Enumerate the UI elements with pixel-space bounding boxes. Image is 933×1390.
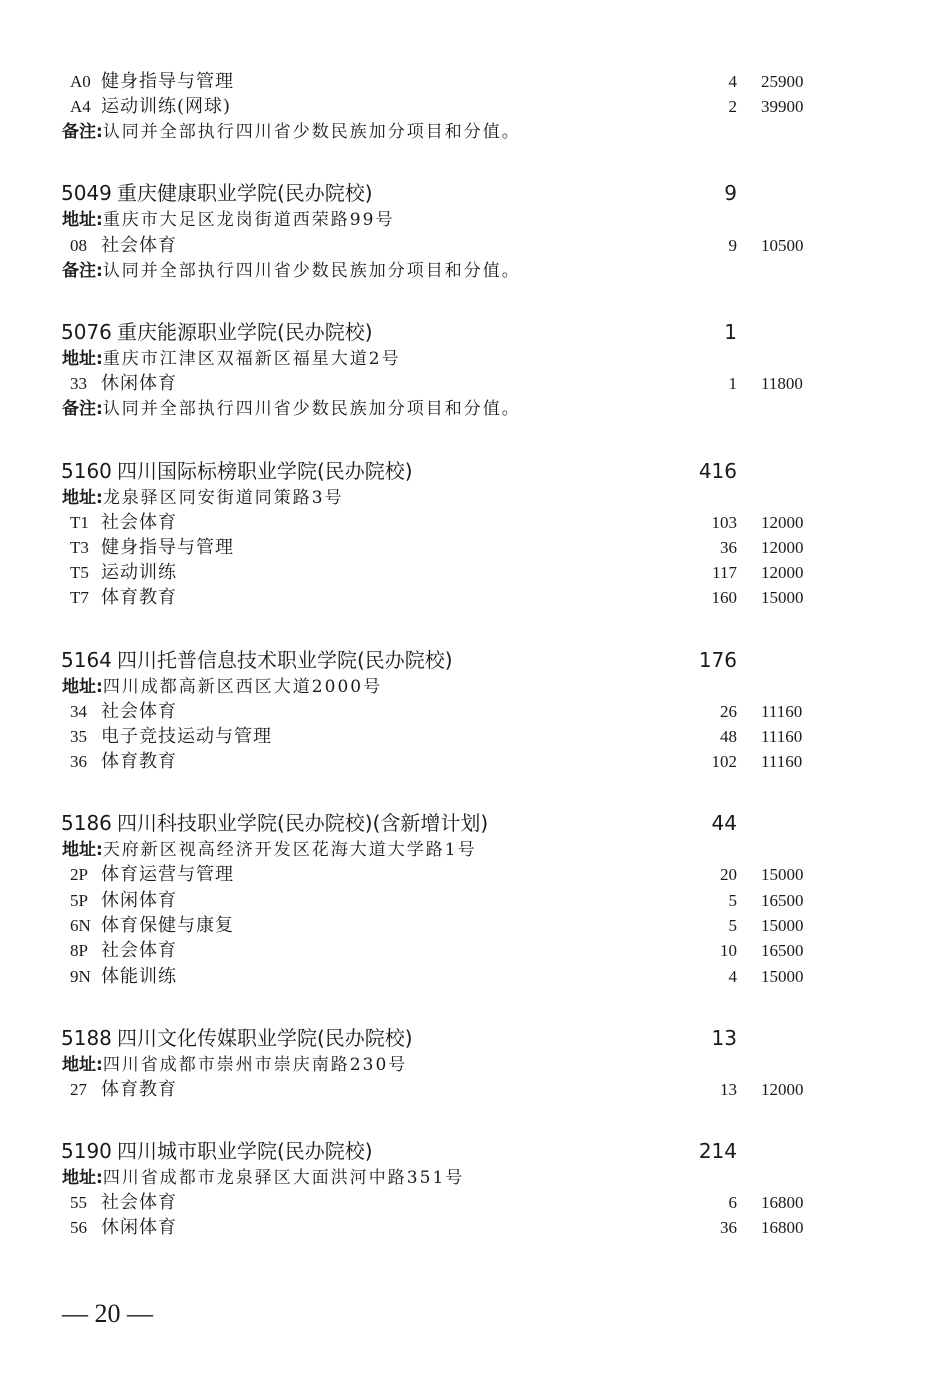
address-label: 地址: bbox=[62, 488, 103, 508]
school-total: 44 bbox=[711, 811, 737, 835]
major-fee: 12000 bbox=[761, 513, 804, 532]
major-name: 社会体育 bbox=[101, 512, 177, 533]
major-row bbox=[0, 888, 933, 914]
school-name: 重庆健康职业学院(民办院校) bbox=[117, 181, 373, 205]
note-label: 备注: bbox=[62, 261, 103, 281]
major-fee: 16500 bbox=[761, 891, 804, 910]
major-count: 10 bbox=[720, 941, 737, 960]
major-fee: 12000 bbox=[761, 538, 804, 557]
major-row bbox=[0, 560, 933, 586]
note-row bbox=[0, 258, 933, 284]
school-code: 5164 bbox=[61, 648, 112, 672]
note-label: 备注: bbox=[62, 399, 103, 419]
major-fee: 15000 bbox=[761, 916, 804, 935]
major-fee: 15000 bbox=[761, 865, 804, 884]
major-count: 1 bbox=[728, 374, 737, 393]
school-address bbox=[62, 1052, 407, 1078]
major-code: A0 bbox=[70, 72, 91, 91]
major-count: 26 bbox=[720, 702, 737, 721]
school-address bbox=[62, 674, 382, 700]
major-fee: 39900 bbox=[761, 97, 804, 116]
major-row bbox=[0, 699, 933, 725]
major-name: 体育教育 bbox=[101, 1079, 177, 1100]
school-name: 四川城市职业学院(民办院校) bbox=[117, 1139, 373, 1163]
major-fee: 11160 bbox=[761, 702, 803, 721]
major-name: 体育运营与管理 bbox=[101, 864, 234, 885]
major-count: 20 bbox=[720, 865, 737, 884]
major-row bbox=[0, 913, 933, 939]
address-label: 地址: bbox=[62, 1168, 103, 1188]
major-code: 6N bbox=[70, 916, 91, 935]
major-fee: 11160 bbox=[761, 727, 803, 746]
school-total: 214 bbox=[698, 1139, 737, 1163]
page-number: — 20 — bbox=[62, 1299, 153, 1328]
note-text: 认同并全部执行四川省少数民族加分项目和分值。 bbox=[102, 399, 521, 419]
address-row bbox=[0, 485, 933, 511]
note bbox=[62, 258, 521, 284]
address-label: 地址: bbox=[62, 1055, 103, 1075]
major-row bbox=[0, 749, 933, 775]
major-row bbox=[0, 724, 933, 750]
note-text: 认同并全部执行四川省少数民族加分项目和分值。 bbox=[102, 122, 521, 142]
address-text: 四川成都高新区西区大道2000号 bbox=[102, 677, 383, 697]
address-row bbox=[0, 207, 933, 233]
major-code: 9N bbox=[70, 967, 91, 986]
major-name: 电子竞技运动与管理 bbox=[101, 726, 272, 747]
major-count: 13 bbox=[720, 1080, 737, 1099]
school-name: 四川国际标榜职业学院(民办院校) bbox=[117, 459, 413, 483]
major-code: 8P bbox=[70, 941, 88, 960]
major-count: 4 bbox=[728, 72, 737, 91]
note-row bbox=[0, 119, 933, 145]
major-code: 5P bbox=[70, 891, 88, 910]
address-row bbox=[0, 674, 933, 700]
major-count: 48 bbox=[720, 727, 737, 746]
address-label: 地址: bbox=[62, 349, 103, 369]
major-row bbox=[0, 94, 933, 120]
major-code: T3 bbox=[70, 538, 89, 557]
school-code: 5160 bbox=[61, 459, 112, 483]
major-name: 运动训练 bbox=[101, 562, 177, 583]
major-row bbox=[0, 862, 933, 888]
major-name: 健身指导与管理 bbox=[101, 71, 234, 92]
major-fee: 25900 bbox=[761, 72, 804, 91]
major-count: 6 bbox=[728, 1193, 737, 1212]
major-count: 5 bbox=[728, 891, 737, 910]
school-header bbox=[0, 810, 933, 836]
address-text: 四川省成都市崇州市崇庆南路230号 bbox=[102, 1055, 408, 1075]
major-fee: 11800 bbox=[761, 374, 803, 393]
major-count: 160 bbox=[711, 588, 737, 607]
school-total: 9 bbox=[724, 181, 737, 205]
school-header bbox=[0, 1025, 933, 1051]
major-fee: 16800 bbox=[761, 1193, 804, 1212]
school-code: 5186 bbox=[61, 811, 112, 835]
major-name: 休闲体育 bbox=[101, 1217, 177, 1238]
address-text: 重庆市江津区双福新区福星大道2号 bbox=[102, 349, 401, 369]
major-row bbox=[0, 69, 933, 95]
school-code: 5076 bbox=[61, 320, 112, 344]
major-fee: 15000 bbox=[761, 967, 804, 986]
major-fee: 10500 bbox=[761, 236, 804, 255]
major-name: 社会体育 bbox=[101, 701, 177, 722]
major-row bbox=[0, 535, 933, 561]
school-total: 13 bbox=[711, 1026, 737, 1050]
school-header bbox=[0, 180, 933, 206]
major-row bbox=[0, 1077, 933, 1103]
major-code: 27 bbox=[70, 1080, 87, 1099]
major-code: 55 bbox=[70, 1193, 87, 1212]
major-code: 33 bbox=[70, 374, 87, 393]
major-count: 117 bbox=[712, 563, 737, 582]
major-count: 102 bbox=[711, 752, 737, 771]
major-count: 36 bbox=[720, 1218, 737, 1237]
school-header bbox=[0, 458, 933, 484]
major-name: 健身指导与管理 bbox=[101, 537, 234, 558]
major-name: 社会体育 bbox=[101, 940, 177, 961]
school-total: 1 bbox=[724, 320, 737, 344]
address-row bbox=[0, 1165, 933, 1191]
major-count: 2 bbox=[728, 97, 737, 116]
major-name: 运动训练(网球) bbox=[101, 96, 232, 117]
major-code: 08 bbox=[70, 236, 87, 255]
school-name: 四川科技职业学院(民办院校)(含新增计划) bbox=[117, 811, 489, 835]
address-row bbox=[0, 346, 933, 372]
major-fee: 11160 bbox=[761, 752, 803, 771]
major-code: A4 bbox=[70, 97, 91, 116]
note bbox=[62, 396, 521, 422]
major-code: T1 bbox=[70, 513, 89, 532]
major-code: 56 bbox=[70, 1218, 87, 1237]
major-count: 36 bbox=[720, 538, 737, 557]
school-total: 416 bbox=[698, 459, 737, 483]
school-name: 重庆能源职业学院(民办院校) bbox=[117, 320, 373, 344]
major-row bbox=[0, 233, 933, 259]
major-fee: 15000 bbox=[761, 588, 804, 607]
school-code: 5190 bbox=[61, 1139, 112, 1163]
note-label: 备注: bbox=[62, 122, 103, 142]
major-count: 103 bbox=[711, 513, 737, 532]
address-row bbox=[0, 1052, 933, 1078]
major-name: 体育保健与康复 bbox=[101, 915, 234, 936]
school-code: 5049 bbox=[61, 181, 112, 205]
address-row bbox=[0, 837, 933, 863]
major-row bbox=[0, 371, 933, 397]
major-code: T5 bbox=[70, 563, 89, 582]
major-fee: 12000 bbox=[761, 1080, 804, 1099]
major-code: 35 bbox=[70, 727, 87, 746]
school-header bbox=[0, 1138, 933, 1164]
major-row bbox=[0, 938, 933, 964]
address-text: 四川省成都市龙泉驿区大面洪河中路351号 bbox=[102, 1168, 465, 1188]
address-label: 地址: bbox=[62, 677, 103, 697]
school-total: 176 bbox=[698, 648, 737, 672]
major-fee: 16800 bbox=[761, 1218, 804, 1237]
major-name: 休闲体育 bbox=[101, 373, 177, 394]
major-row bbox=[0, 1215, 933, 1241]
address-text: 龙泉驿区同安街道同策路3号 bbox=[102, 488, 344, 508]
school-name: 四川托普信息技术职业学院(民办院校) bbox=[117, 648, 453, 672]
school-address bbox=[62, 837, 477, 863]
note-row bbox=[0, 396, 933, 422]
major-name: 体育教育 bbox=[101, 751, 177, 772]
major-row bbox=[0, 1190, 933, 1216]
major-row bbox=[0, 585, 933, 611]
major-name: 社会体育 bbox=[101, 235, 177, 256]
major-code: 36 bbox=[70, 752, 87, 771]
major-name: 体育教育 bbox=[101, 587, 177, 608]
school-name: 四川文化传媒职业学院(民办院校) bbox=[117, 1026, 413, 1050]
school-address bbox=[62, 1165, 464, 1191]
address-text: 天府新区视高经济开发区花海大道大学路1号 bbox=[102, 840, 477, 860]
major-fee: 16500 bbox=[761, 941, 804, 960]
address-label: 地址: bbox=[62, 210, 103, 230]
major-code: T7 bbox=[70, 588, 89, 607]
major-count: 4 bbox=[728, 967, 737, 986]
school-address bbox=[62, 207, 394, 233]
major-row bbox=[0, 964, 933, 990]
school-header bbox=[0, 647, 933, 673]
major-count: 5 bbox=[728, 916, 737, 935]
major-name: 体能训练 bbox=[101, 966, 177, 987]
school-address bbox=[62, 485, 344, 511]
major-count: 9 bbox=[728, 236, 737, 255]
school-header bbox=[0, 319, 933, 345]
major-name: 社会体育 bbox=[101, 1192, 177, 1213]
major-code: 2P bbox=[70, 865, 88, 884]
note bbox=[62, 119, 521, 145]
address-label: 地址: bbox=[62, 840, 103, 860]
school-address bbox=[62, 346, 401, 372]
school-code: 5188 bbox=[61, 1026, 112, 1050]
major-name: 休闲体育 bbox=[101, 890, 177, 911]
address-text: 重庆市大足区龙岗街道西荣路99号 bbox=[102, 210, 395, 230]
major-code: 34 bbox=[70, 702, 87, 721]
major-fee: 12000 bbox=[761, 563, 804, 582]
note-text: 认同并全部执行四川省少数民族加分项目和分值。 bbox=[102, 261, 521, 281]
major-row bbox=[0, 510, 933, 536]
